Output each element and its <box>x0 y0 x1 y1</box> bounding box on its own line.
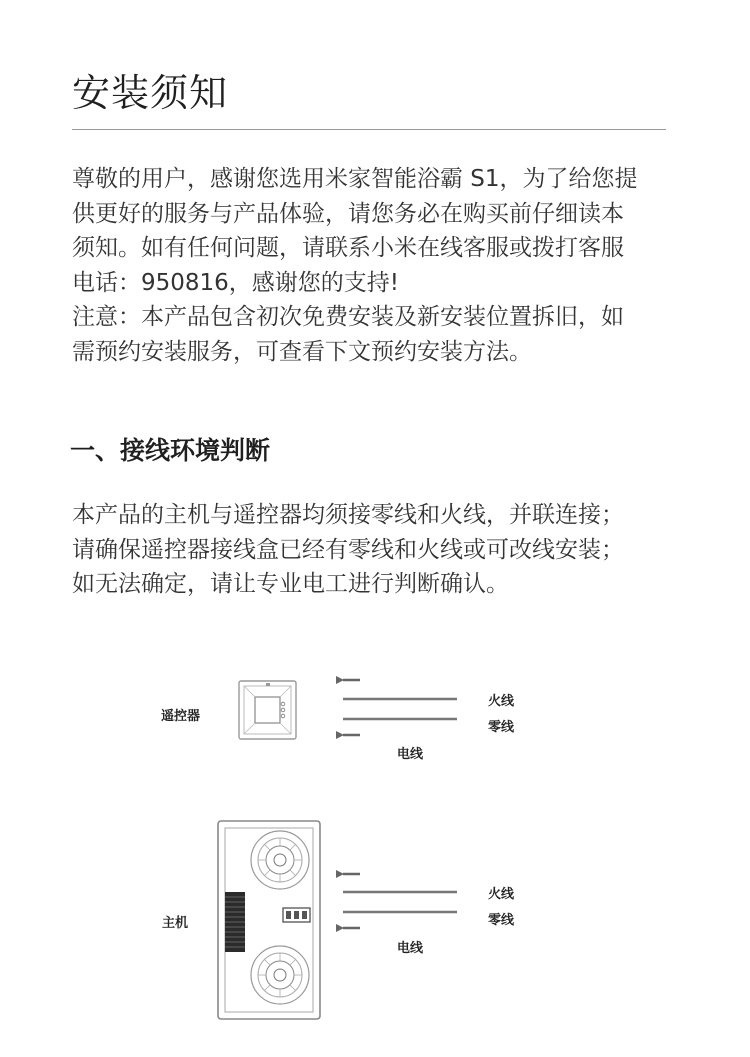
remote-label: 遥控器 <box>161 709 201 724</box>
section-line: 本产品的主机与遥控器均须接零线和火线，并联连接； <box>72 502 624 528</box>
page-title: 安装须知 <box>72 71 229 115</box>
section-line: 请确保遥控器接线盒已经有零线和火线或可改线安装； <box>72 536 624 563</box>
host-wires <box>343 874 457 928</box>
intro-line: 电话：950816，感谢您的支持! <box>72 269 400 296</box>
intro-line: 尊敬的用户，感谢您选用米家智能浴霸 S1，为了给您提 <box>72 166 638 192</box>
intro-line: 供更好的服务与产品体验，请您务必在购买前仔细读本 <box>72 200 624 227</box>
host-unit-drawing <box>218 821 320 1019</box>
host-wire-label: 电线 <box>397 941 424 956</box>
remote-live-wire-label: 火线 <box>488 694 515 709</box>
intro-note-line: 注意：本产品包含初次免费安装及新安装位置拆旧，如 <box>72 304 624 331</box>
host-neutral-wire-label: 零线 <box>488 913 515 928</box>
remote-wires <box>343 680 457 735</box>
intro-note-line: 需预约安装服务，可查看下文预约安装方法。 <box>72 338 532 365</box>
section-line: 如无法确定，请让专业电工进行判断确认。 <box>72 571 509 598</box>
host-label: 主机 <box>162 916 189 931</box>
remote-controller-drawing <box>239 681 296 739</box>
section-title-wiring: 一、接线环境判断 <box>70 436 271 465</box>
remote-wire-label: 电线 <box>397 747 424 762</box>
intro-line: 须知。如有任何问题，请联系小米在线客服或拨打客服 <box>72 235 624 262</box>
host-live-wire-label: 火线 <box>488 887 515 902</box>
remote-neutral-wire-label: 零线 <box>488 720 515 735</box>
